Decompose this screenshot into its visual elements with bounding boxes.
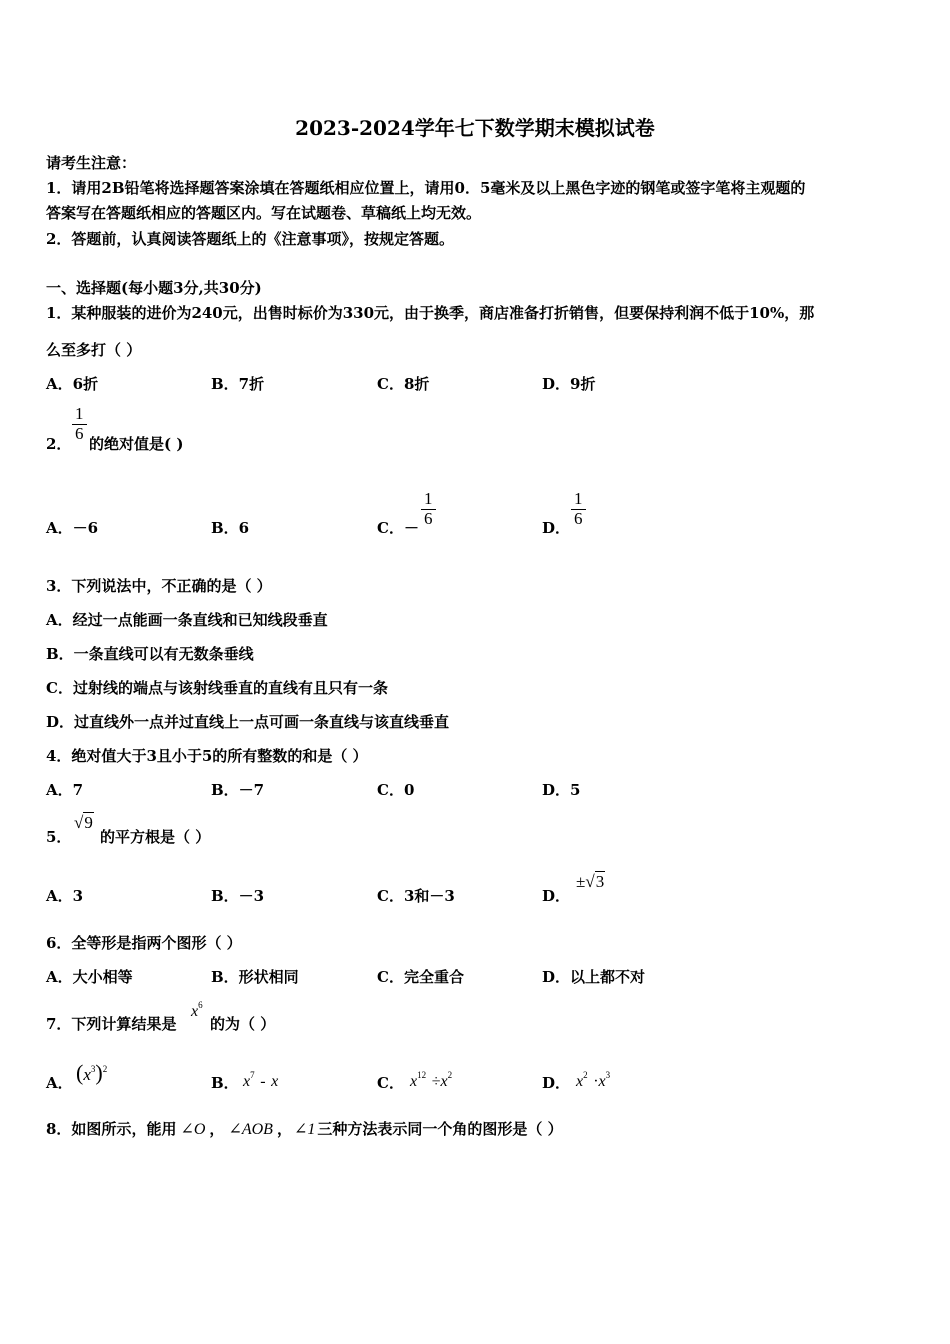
- q4-stem: 4．绝对值大于3且小于5的所有整数的和是（ ）: [46, 747, 368, 765]
- notice-line-1b: 答案写在答题纸相应的答题区内。写在试题卷、草稿纸上均无效。: [46, 204, 482, 222]
- q7-option-c-expr: $x^{12} \div x^2$: [410, 1070, 453, 1090]
- q7-stem-end: 的为（ ）: [210, 1015, 276, 1033]
- q5-sqrt: √9: [74, 813, 93, 832]
- q6-option-d: D．以上都不对: [542, 968, 646, 986]
- q3-option-c: C．过射线的端点与该射线垂直的直线有且只有一条: [46, 679, 388, 697]
- q5-option-c: C．3和－3: [377, 887, 455, 905]
- q5-option-d: D．: [542, 887, 571, 905]
- q6-option-b: B．形状相同: [211, 968, 299, 986]
- q6-option-a: A．大小相等: [46, 968, 133, 986]
- q7-x6: $x^6$: [191, 1000, 203, 1020]
- q1-option-c: C．8折: [377, 375, 430, 393]
- q7-option-d-expr: $x^2 \cdot x^3$: [576, 1070, 611, 1090]
- q7-option-a: A．: [46, 1074, 73, 1092]
- section-heading: 一、选择题(每小题3分,共30分): [46, 279, 262, 297]
- q2-option-c: C．－: [377, 519, 419, 537]
- q4-option-d: D．5: [542, 781, 581, 799]
- notice-heading: 请考生注意：: [46, 154, 137, 172]
- q7-option-d: D．: [542, 1074, 571, 1092]
- q7-option-b: B．: [211, 1074, 239, 1092]
- q1-option-a: A．6折: [46, 375, 99, 393]
- q5-option-d-expr: ±√3: [576, 872, 605, 891]
- q1-stem-line2: 么至多打（ ）: [46, 341, 142, 359]
- page-title: 2023-2024学年七下数学期末模拟试卷: [295, 116, 655, 140]
- q7-option-c: C．: [377, 1074, 404, 1092]
- q3-stem: 3．下列说法中，不正确的是（ ）: [46, 577, 272, 595]
- q4-option-b: B．－7: [211, 781, 265, 799]
- q5-number: 5．: [46, 828, 72, 846]
- q1-option-d: D．9折: [542, 375, 596, 393]
- q3-option-a: A．经过一点能画一条直线和已知线段垂直: [46, 611, 328, 629]
- q2-option-a: A．－6: [46, 519, 99, 537]
- q3-option-d: D．过直线外一点并过直线上一点可画一条直线与该直线垂直: [46, 713, 450, 731]
- q5-option-b: B．－3: [211, 887, 265, 905]
- q7-option-b-expr: $x^7$ - x: [243, 1070, 279, 1090]
- q2-option-b: B．6: [211, 519, 250, 537]
- notice-line-1a: 1．请用2B铅笔将选择题答案涂填在答题纸相应位置上，请用0．5毫米及以上黑色字迹的钢笔或签字笔将主观题的: [46, 179, 806, 197]
- q2-option-d: D．: [542, 519, 571, 537]
- q2-stem: 的绝对值是( ): [89, 435, 184, 453]
- q4-option-c: C．0: [377, 781, 415, 799]
- q5-option-a: A．3: [46, 887, 84, 905]
- q8-stem: 8．如图所示，能用 ∠O ， ∠AOB ， ∠1 三种方法表示同一个角的图形是（ ）: [46, 1120, 563, 1138]
- q6-option-c: C．完全重合: [377, 968, 464, 986]
- q2-option-d-fraction: $\frac{1}{6}$: [571, 490, 586, 528]
- q1-option-b: B．7折: [211, 375, 265, 393]
- q4-option-a: A．7: [46, 781, 84, 799]
- q3-option-b: B．一条直线可以有无数条垂线: [46, 645, 254, 663]
- q2-number: 2．: [46, 435, 72, 453]
- notice-line-2: 2．答题前，认真阅读答题纸上的《注意事项》，按规定答题。: [46, 230, 454, 248]
- q6-stem: 6．全等形是指两个图形（ ）: [46, 934, 242, 952]
- q1-stem-line1: 1．某种服装的进价为240元，出售时标价为330元，由于换季，商店准备打折销售，但要保持利润不低于10%，那: [46, 304, 815, 322]
- q2-fraction: $\frac{1}{6}$: [72, 405, 87, 443]
- q5-stem: 的平方根是（ ）: [100, 828, 211, 846]
- q2-option-c-fraction: $\frac{1}{6}$: [421, 490, 436, 528]
- q7-stem-start: 7．下列计算结果是: [46, 1015, 177, 1033]
- q7-option-a-expr: $(x^3)^2$: [76, 1060, 108, 1085]
